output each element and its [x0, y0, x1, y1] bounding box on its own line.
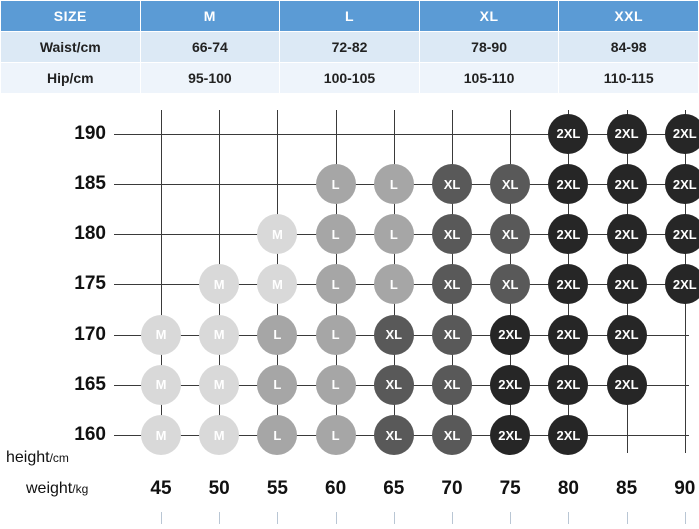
x-axis-tick-label: 50 [208, 478, 230, 499]
size-bubble: 2XL [665, 214, 699, 254]
size-bubble: XL [490, 214, 530, 254]
x-axis-tick-mark [685, 512, 686, 524]
size-bubble: 2XL [548, 315, 588, 355]
size-bubble: 2XL [607, 264, 647, 304]
size-bubble: 2XL [548, 164, 588, 204]
y-axis-tick-label: 185 [74, 173, 106, 194]
x-axis-tick-mark [277, 512, 278, 524]
size-bubble: L [257, 415, 297, 455]
size-bubble: L [316, 365, 356, 405]
size-bubble: M [141, 365, 181, 405]
size-bubble: L [374, 264, 414, 304]
gridline-horizontal [114, 134, 689, 135]
size-bubble: 2XL [548, 415, 588, 455]
size-bubble: XL [432, 315, 472, 355]
size-bubble: L [316, 415, 356, 455]
x-axis-tick-label: 70 [441, 478, 463, 499]
size-table-cell: 72-82 [280, 32, 420, 63]
size-specification-table [0, 0, 699, 94]
size-bubble: M [199, 315, 239, 355]
x-axis-caption-unit: /kg [72, 482, 89, 496]
size-bubble: L [316, 214, 356, 254]
size-bubble: XL [490, 164, 530, 204]
size-bubble: 2XL [607, 315, 647, 355]
size-bubble: M [141, 415, 181, 455]
y-axis-tick-label: 165 [74, 373, 106, 395]
size-bubble: XL [432, 264, 472, 304]
size-bubble: XL [432, 214, 472, 254]
size-table-cell: 100-105 [280, 63, 420, 94]
size-table-cell: 110-115 [559, 63, 699, 94]
x-axis-tick-label: 45 [150, 478, 172, 499]
size-bubble: XL [490, 264, 530, 304]
size-bubble: 2XL [607, 214, 647, 254]
x-axis-tick-mark [627, 512, 628, 524]
size-bubble: 2XL [490, 415, 530, 455]
size-table-cell: 95-100 [140, 63, 280, 94]
y-axis-tick-label: 170 [74, 323, 106, 345]
y-axis-caption-unit: /cm [49, 451, 69, 465]
size-bubble: XL [432, 164, 472, 204]
size-bubble: XL [374, 365, 414, 405]
size-table-cell: 105-110 [419, 63, 559, 94]
size-bubble-chart [0, 92, 699, 529]
x-axis-tick-mark [394, 512, 395, 524]
size-bubble: 2XL [665, 264, 699, 304]
table-row-hip [1, 63, 699, 94]
size-bubble: M [257, 264, 297, 304]
size-table-cell: L [280, 1, 420, 32]
size-bubble: 2XL [548, 114, 588, 154]
x-axis-tick-label: 55 [266, 478, 288, 499]
size-bubble: M [199, 264, 239, 304]
size-bubble: L [374, 164, 414, 204]
size-bubble: 2XL [607, 114, 647, 154]
size-bubble: L [257, 315, 297, 355]
size-bubble: 2XL [490, 365, 530, 405]
x-axis-caption [26, 480, 88, 498]
size-bubble: 2XL [607, 164, 647, 204]
size-bubble: 2XL [665, 114, 699, 154]
size-bubble: XL [374, 315, 414, 355]
size-bubble: 2XL [548, 214, 588, 254]
size-bubble: L [257, 365, 297, 405]
x-axis-tick-mark [336, 512, 337, 524]
x-axis-tick-label: 60 [325, 478, 347, 499]
size-bubble: 2XL [548, 264, 588, 304]
size-bubble: L [374, 214, 414, 254]
y-axis-tick-label: 175 [74, 273, 106, 295]
size-bubble: 2XL [665, 164, 699, 204]
size-bubble: L [316, 315, 356, 355]
size-bubble: 2XL [490, 315, 530, 355]
size-bubble: M [141, 315, 181, 355]
size-bubble: 2XL [548, 365, 588, 405]
x-axis-tick-mark [510, 512, 511, 524]
y-axis-tick-label: 190 [74, 122, 106, 144]
x-axis-tick-label: 85 [616, 478, 638, 499]
size-bubble: 2XL [607, 365, 647, 405]
size-bubble: M [199, 365, 239, 405]
x-axis-tick-label: 90 [674, 478, 696, 499]
size-bubble: XL [374, 415, 414, 455]
size-table-cell: 84-98 [559, 32, 699, 63]
y-axis-tick-label: 160 [74, 424, 106, 445]
size-bubble: L [316, 164, 356, 204]
size-table-cell: M [140, 1, 280, 32]
size-bubble: M [199, 415, 239, 455]
table-row-waist [1, 32, 699, 63]
x-axis-caption-text: weight [26, 480, 73, 497]
y-axis-caption-text: height [6, 449, 50, 466]
size-bubble: L [316, 264, 356, 304]
size-table-row-label: SIZE [1, 1, 141, 32]
y-axis-tick-label: 180 [74, 223, 106, 245]
table-row-size [1, 1, 699, 32]
size-table-cell: XL [419, 1, 559, 32]
size-table-cell: XXL [559, 1, 699, 32]
x-axis-tick-mark [161, 512, 162, 524]
size-bubble: M [257, 214, 297, 254]
x-axis-tick-mark [219, 512, 220, 524]
x-axis-tick-label: 65 [383, 478, 405, 499]
x-axis-tick-mark [568, 512, 569, 524]
size-table-row-label: Waist/cm [1, 32, 141, 63]
size-table-cell: 66-74 [140, 32, 280, 63]
size-table-cell: 78-90 [419, 32, 559, 63]
size-table-row-label: Hip/cm [1, 63, 141, 94]
size-table-body [1, 1, 699, 94]
x-axis-tick-mark [452, 512, 453, 524]
size-bubble: XL [432, 415, 472, 455]
x-axis-tick-label: 80 [557, 478, 579, 499]
x-axis-tick-label: 75 [499, 478, 521, 499]
y-axis-caption [6, 449, 69, 467]
size-bubble: XL [432, 365, 472, 405]
